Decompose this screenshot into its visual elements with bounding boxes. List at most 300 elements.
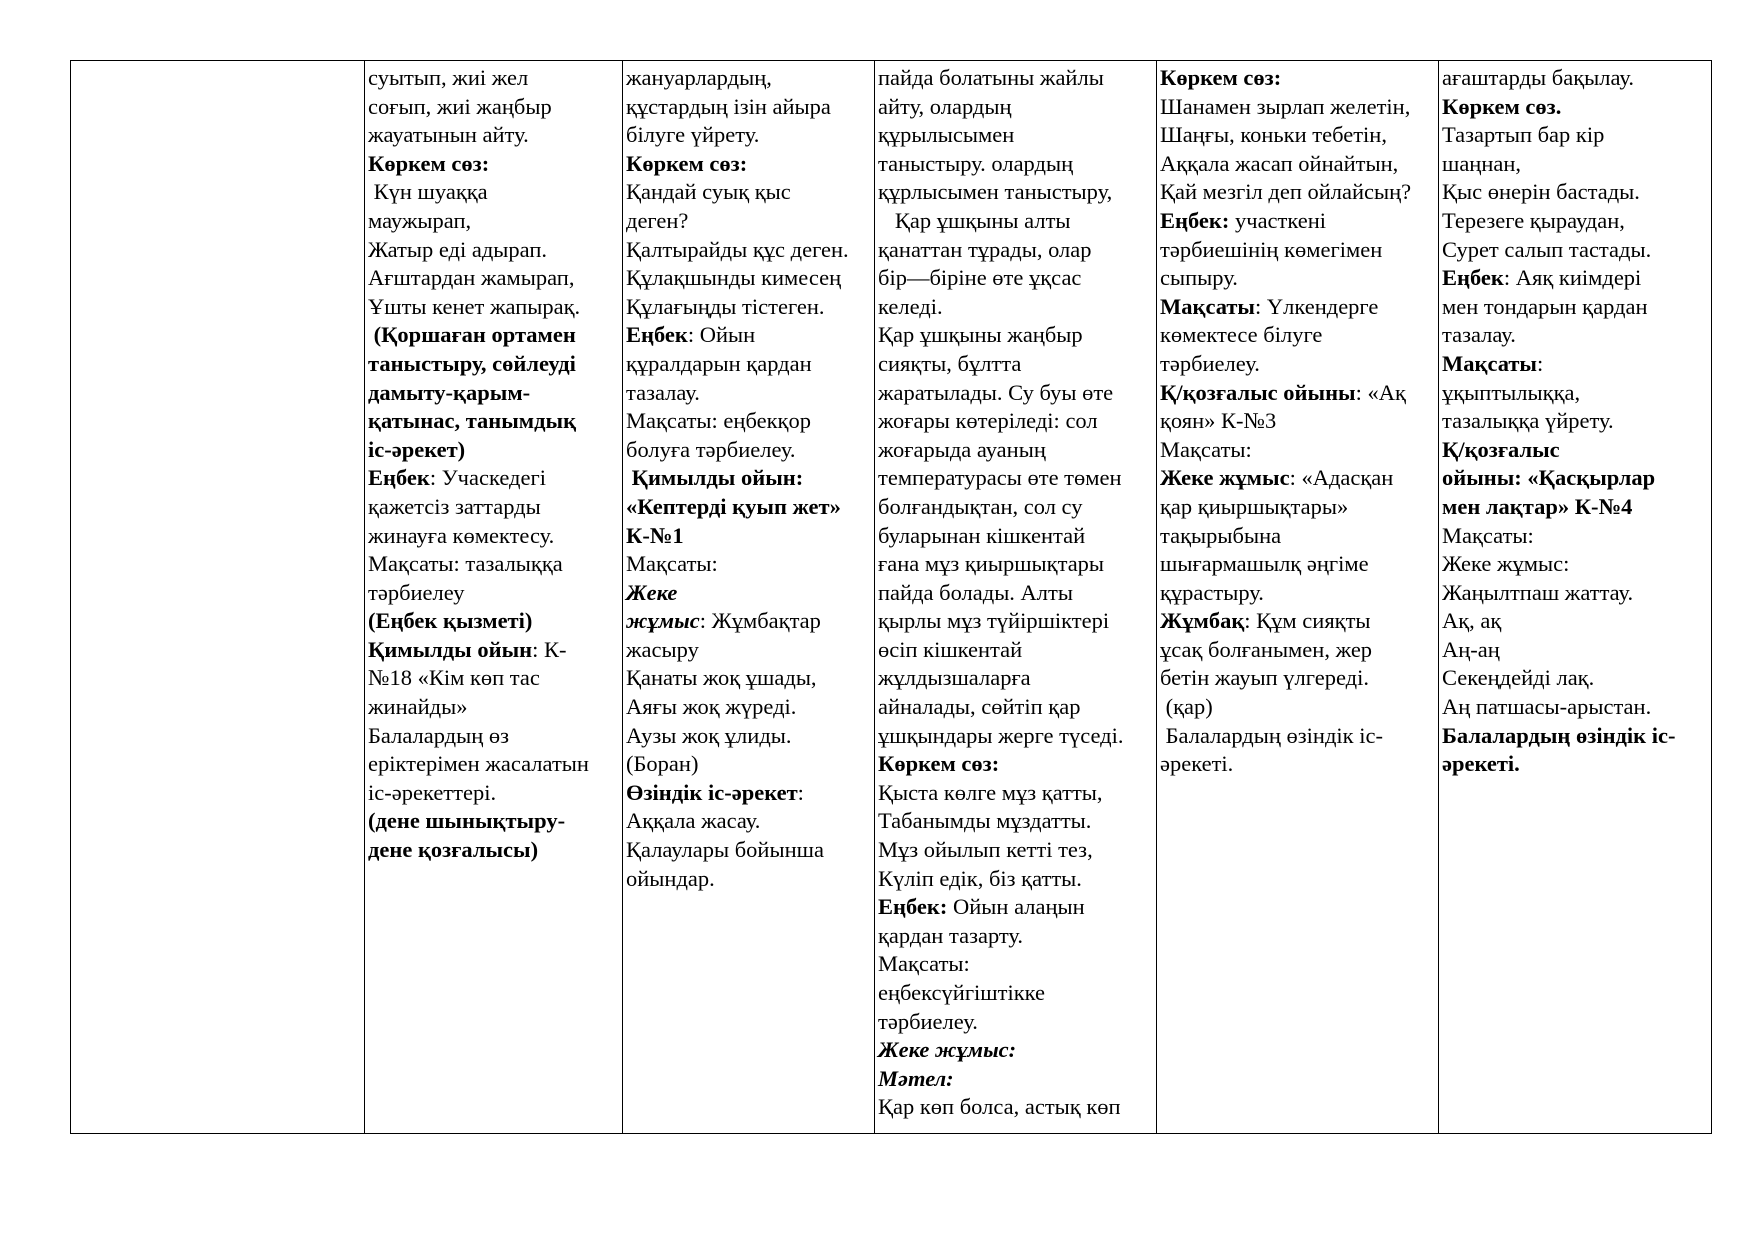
- text-segment: Ағштардан жамырап,: [368, 265, 575, 291]
- text-line: [1160, 750, 1436, 779]
- text-line: [1442, 407, 1709, 436]
- text-line: [368, 779, 620, 808]
- text-segment: жауатынын айту.: [368, 122, 529, 148]
- text-segment: Секеңдейді лақ.: [1442, 665, 1595, 691]
- text-line: [626, 579, 872, 608]
- text-line: [1160, 64, 1436, 93]
- text-segment: еріктерімен жасалатын: [368, 751, 589, 777]
- text-segment: участкені: [1229, 207, 1327, 233]
- text-line: [1160, 579, 1436, 608]
- text-line: [878, 893, 1154, 922]
- text-segment: Жаңылтпаш жаттау.: [1442, 579, 1634, 605]
- text-line: [368, 493, 620, 522]
- text-line: [626, 293, 872, 322]
- text-segment: еңбексүйгіштікке: [878, 980, 1045, 1005]
- text-line: [1442, 207, 1709, 236]
- text-segment: Аққала жасау.: [626, 808, 761, 834]
- text-segment: (қар): [1160, 694, 1213, 720]
- text-line: [626, 178, 872, 207]
- text-segment: Мақсаты:: [878, 951, 970, 977]
- text-segment: жинайды»: [368, 694, 468, 720]
- text-segment: тәрбиелеу: [368, 579, 465, 605]
- bold-text: жұмыс: [626, 608, 700, 634]
- text-segment: сияқты, бұлтта: [878, 350, 1022, 376]
- text-line: [626, 464, 872, 493]
- text-line: [626, 522, 872, 551]
- text-segment: таныстыру. олардың: [878, 150, 1074, 176]
- text-line: [1160, 464, 1436, 493]
- text-segment: :: [1537, 350, 1544, 376]
- text-segment: Сурет салып тастады.: [1442, 236, 1652, 262]
- text-segment: : К-: [532, 636, 567, 662]
- text-segment: сыпыру.: [1160, 265, 1238, 291]
- text-segment: жасыру: [626, 636, 699, 662]
- bold-text: Көркем сөз:: [626, 150, 748, 176]
- text-line: [878, 93, 1154, 122]
- text-line: [626, 207, 872, 236]
- text-segment: : Үлкендерге: [1255, 293, 1379, 319]
- text-segment: №18 «Кім көп тас: [368, 665, 540, 691]
- text-segment: Аузы жоқ ұлиды.: [626, 722, 792, 748]
- text-line: [1160, 664, 1436, 693]
- text-line: [1442, 236, 1709, 265]
- text-line: [1160, 636, 1436, 665]
- text-segment: білуге үйрету.: [626, 122, 760, 148]
- text-line: [878, 464, 1154, 493]
- bold-text: Қимылды ойын:: [626, 465, 804, 491]
- text-segment: Қыс өнерін бастады.: [1442, 179, 1640, 205]
- text-segment: құстардың ізін айыра: [626, 93, 831, 119]
- bold-text: ойыны: «Қасқырлар: [1442, 465, 1656, 491]
- text-line: [626, 750, 872, 779]
- text-line: [1442, 150, 1709, 179]
- text-line: [368, 636, 620, 665]
- text-segment: тақырыбына: [1160, 522, 1282, 548]
- text-line: [878, 836, 1154, 865]
- text-segment: пайда болатыны жайлы: [878, 65, 1104, 90]
- text-segment: соғып, жиі жаңбыр: [368, 93, 552, 119]
- cell-monday: [365, 61, 623, 1134]
- bold-text: Қимылды ойын: [368, 636, 533, 662]
- text-segment: Қар ұшқыны алты: [878, 207, 1071, 233]
- text-segment: ағаштарды бақылау.: [1442, 65, 1634, 90]
- bold-text: Еңбек:: [878, 894, 948, 920]
- text-line: [1160, 321, 1436, 350]
- lesson-plan-table: [70, 60, 1712, 1134]
- text-line: [1160, 379, 1436, 408]
- text-segment: :: [797, 779, 804, 805]
- text-line: [1442, 264, 1709, 293]
- text-segment: Балалардың өзіндік іс-: [1160, 722, 1383, 748]
- text-line: [878, 1036, 1154, 1065]
- text-segment: Табанымды мұздатты.: [878, 808, 1092, 834]
- text-line: [368, 121, 620, 150]
- text-segment: (Боран): [626, 751, 699, 777]
- text-segment: жоғарыда ауаның: [878, 436, 1046, 462]
- text-segment: Қай мезгіл деп ойлайсың?: [1160, 179, 1412, 205]
- text-segment: қанаттан тұрады, олар: [878, 236, 1092, 262]
- text-line: [1160, 178, 1436, 207]
- text-segment: Жеке жұмыс:: [1442, 551, 1570, 577]
- text-line: [1442, 750, 1709, 779]
- text-line: [368, 236, 620, 265]
- text-line: [626, 407, 872, 436]
- text-line: [878, 1093, 1154, 1122]
- text-line: [1160, 522, 1436, 551]
- text-segment: жинауға көмектесу.: [368, 522, 555, 548]
- text-segment: айту, олардың: [878, 93, 1012, 119]
- text-line: [1442, 636, 1709, 665]
- bold-text: Еңбек:: [1160, 207, 1230, 233]
- text-segment: тәрбиешінің көмегімен: [1160, 236, 1383, 262]
- text-line: [878, 693, 1154, 722]
- text-segment: буларынан кішкентай: [878, 522, 1086, 548]
- text-line: [368, 321, 620, 350]
- text-line: [368, 807, 620, 836]
- text-line: [626, 636, 872, 665]
- text-line: [878, 350, 1154, 379]
- bold-text: Өзіндік іс-әрекет: [626, 779, 798, 805]
- text-segment: : «Ақ: [1355, 379, 1406, 405]
- text-line: [368, 836, 620, 865]
- text-line: [878, 522, 1154, 551]
- text-line: [878, 922, 1154, 951]
- text-segment: тазалыққа үйрету.: [1442, 408, 1614, 434]
- text-segment: : Учаскедегі: [429, 465, 546, 491]
- text-line: [368, 350, 620, 379]
- table-row: [71, 61, 1712, 1134]
- text-segment: Қанаты жоқ ұшады,: [626, 665, 817, 691]
- text-line: [626, 379, 872, 408]
- text-line: [626, 236, 872, 265]
- text-segment: Қалтырайды құс деген.: [626, 236, 849, 262]
- text-line: [1442, 722, 1709, 751]
- text-segment: жұлдызшаларға: [878, 665, 1031, 691]
- bold-text: мен лақтар» К-№4: [1442, 493, 1633, 519]
- text-line: [626, 264, 872, 293]
- text-segment: Терезеге қыраудан,: [1442, 207, 1625, 233]
- bold-text: Көркем сөз:: [368, 150, 490, 176]
- bold-text: Жеке жұмыс: [1160, 465, 1290, 491]
- text-segment: : Құм сияқты: [1244, 608, 1371, 634]
- text-line: [368, 93, 620, 122]
- text-segment: ұсақ болғанымен, жер: [1160, 636, 1373, 662]
- text-line: [1160, 93, 1436, 122]
- text-segment: Шаңғы, коньки тебетін,: [1160, 122, 1387, 148]
- text-segment: Қыста көлге мұз қатты,: [878, 779, 1103, 805]
- bold-text: Жұмбақ: [1160, 608, 1245, 634]
- text-segment: тәрбиелеу.: [878, 1008, 978, 1034]
- text-segment: жануарлардың,: [626, 65, 772, 90]
- text-line: [626, 321, 872, 350]
- text-segment: Күн шуаққа: [368, 179, 488, 205]
- text-line: [368, 407, 620, 436]
- text-line: [1160, 693, 1436, 722]
- text-line: [878, 550, 1154, 579]
- text-segment: әрекеті.: [1160, 751, 1234, 777]
- text-segment: : Ойын: [687, 322, 756, 348]
- text-line: [878, 807, 1154, 836]
- text-segment: Аяғы жоқ жүреді.: [626, 694, 797, 720]
- text-segment: болғандықтан, сол су: [878, 493, 1083, 519]
- text-segment: тәрбиелеу.: [1160, 350, 1260, 376]
- text-line: [626, 722, 872, 751]
- text-segment: бір—біріне өте ұқсас: [878, 265, 1082, 291]
- text-segment: Ойын алаңын: [947, 894, 1085, 920]
- text-line: [1442, 464, 1709, 493]
- text-segment: Құлақшынды кимесең: [626, 265, 842, 291]
- bold-text: қатынас, танымдық: [368, 408, 577, 434]
- text-line: [368, 664, 620, 693]
- bold-text: «Кептерді қуып жет»: [626, 493, 841, 519]
- text-segment: іс-әрекеттері.: [368, 779, 497, 805]
- text-segment: Мақсаты: тазалыққа: [368, 551, 563, 577]
- text-line: [626, 693, 872, 722]
- text-line: [626, 607, 872, 636]
- text-segment: шаңнан,: [1442, 150, 1522, 176]
- text-line: [368, 379, 620, 408]
- text-line: [368, 607, 620, 636]
- text-segment: Мақсаты:: [1160, 436, 1252, 462]
- text-segment: Мақсаты:: [1442, 522, 1534, 548]
- text-segment: Ұшты кенет жапырақ.: [368, 293, 581, 319]
- text-segment: : «Адасқан: [1289, 465, 1394, 491]
- text-line: [626, 807, 872, 836]
- bold-text: әрекеті.: [1442, 751, 1520, 777]
- cell-friday: [1439, 61, 1712, 1134]
- text-line: [878, 321, 1154, 350]
- text-line: [1160, 722, 1436, 751]
- text-line: [1160, 407, 1436, 436]
- cell-tuesday: [623, 61, 875, 1134]
- text-line: [878, 1008, 1154, 1037]
- text-line: [1160, 607, 1436, 636]
- text-segment: деген?: [626, 207, 689, 233]
- text-segment: қырлы мұз түйіршіктері: [878, 608, 1110, 634]
- bold-text: Еңбек: [368, 465, 430, 491]
- text-line: [368, 722, 620, 751]
- text-segment: пайда болады. Алты: [878, 579, 1073, 605]
- text-segment: : Жұмбақтар: [699, 608, 821, 634]
- bold-text: таныстыру, сөйлеуді: [368, 350, 576, 376]
- text-segment: Аң-аң: [1442, 636, 1500, 662]
- text-line: [1160, 493, 1436, 522]
- text-segment: қардан тазарту.: [878, 922, 1024, 948]
- text-line: [878, 64, 1154, 93]
- text-segment: шығармашылқ әңгіме: [1160, 551, 1369, 577]
- text-segment: құралдарын қардан: [626, 350, 812, 376]
- text-line: [626, 350, 872, 379]
- text-line: [878, 750, 1154, 779]
- bold-text: Көркем сөз.: [1442, 93, 1562, 119]
- text-segment: Ақ, ақ: [1442, 608, 1502, 634]
- text-line: [878, 121, 1154, 150]
- text-segment: ойындар.: [626, 865, 715, 891]
- text-line: [1442, 436, 1709, 465]
- text-segment: құрылысымен: [878, 122, 1015, 148]
- bold-text: Көркем сөз:: [878, 751, 1000, 777]
- bold-text: Мәтел:: [878, 1065, 954, 1091]
- text-line: [1160, 236, 1436, 265]
- text-line: [368, 436, 620, 465]
- text-line: [368, 150, 620, 179]
- text-segment: Аққала жасап ойнайтын,: [1160, 150, 1399, 176]
- text-segment: құрлысымен таныстыру,: [878, 179, 1113, 205]
- bold-text: Еңбек: [626, 322, 688, 348]
- text-segment: жаратылады. Су буы өте: [878, 379, 1114, 405]
- cell-empty: [71, 61, 365, 1134]
- text-segment: көмектесе білуге: [1160, 322, 1323, 348]
- text-line: [878, 407, 1154, 436]
- text-line: [626, 836, 872, 865]
- text-segment: жоғары көтеріледі: сол: [878, 408, 1098, 434]
- text-line: [368, 293, 620, 322]
- text-segment: айналады, сөйтіп қар: [878, 694, 1081, 720]
- bold-text: Жеке: [626, 579, 678, 605]
- text-line: [368, 550, 620, 579]
- text-segment: тазалау.: [626, 379, 700, 405]
- text-line: [626, 779, 872, 808]
- text-segment: Мұз ойылып кетті тез,: [878, 837, 1093, 863]
- text-line: [368, 264, 620, 293]
- text-segment: тазалау.: [1442, 322, 1516, 348]
- text-line: [878, 178, 1154, 207]
- text-segment: қажетсіз заттарды: [368, 493, 541, 519]
- text-line: [626, 93, 872, 122]
- text-line: [368, 464, 620, 493]
- text-segment: Құлағыңды тістеген.: [626, 293, 825, 319]
- text-segment: Жатыр еді адырап.: [368, 236, 548, 262]
- text-line: [368, 693, 620, 722]
- text-segment: Қалаулары бойынша: [626, 837, 824, 863]
- text-segment: құрастыру.: [1160, 579, 1264, 605]
- bold-text: (Еңбек қызметі): [368, 608, 533, 634]
- bold-text: Балалардың өзіндік іс-: [1442, 722, 1676, 748]
- text-segment: Қандай суық қыс: [626, 179, 791, 205]
- text-line: [878, 236, 1154, 265]
- text-line: [1160, 293, 1436, 322]
- text-segment: : Аяқ киімдері: [1503, 265, 1642, 291]
- text-line: [368, 178, 620, 207]
- bold-text: Мақсаты: [1160, 293, 1255, 319]
- text-line: [368, 750, 620, 779]
- text-line: [1442, 64, 1709, 93]
- text-segment: қар қиыршықтары»: [1160, 493, 1349, 519]
- text-line: [878, 779, 1154, 808]
- text-segment: Аң патшасы-арыстан.: [1442, 694, 1652, 720]
- bold-text: Көркем сөз:: [1160, 65, 1282, 90]
- text-segment: бетін жауып үлгереді.: [1160, 665, 1369, 691]
- bold-text: (дене шынықтыру-: [368, 808, 566, 834]
- text-line: [878, 722, 1154, 751]
- text-line: [878, 207, 1154, 236]
- text-line: [878, 636, 1154, 665]
- text-segment: ұқыптылыққа,: [1442, 379, 1581, 405]
- text-segment: өсіп кішкентай: [878, 636, 1023, 662]
- text-line: [368, 64, 620, 93]
- text-line: [1160, 207, 1436, 236]
- text-line: [1442, 321, 1709, 350]
- bold-text: Жеке жұмыс:: [878, 1037, 1017, 1063]
- text-line: [878, 150, 1154, 179]
- text-line: [878, 1065, 1154, 1094]
- bold-text: іс-әрекет): [368, 436, 466, 462]
- text-line: [626, 865, 872, 894]
- text-line: [1160, 150, 1436, 179]
- text-line: [878, 865, 1154, 894]
- text-segment: температурасы өте төмен: [878, 465, 1122, 491]
- text-line: [1442, 350, 1709, 379]
- text-segment: суытып, жиі жел: [368, 65, 529, 90]
- text-line: [878, 950, 1154, 979]
- text-line: [1442, 579, 1709, 608]
- text-segment: келеді.: [878, 293, 943, 319]
- text-segment: Күліп едік, біз қатты.: [878, 865, 1082, 891]
- text-line: [626, 150, 872, 179]
- text-line: [1442, 93, 1709, 122]
- text-segment: мен тондарын қардан: [1442, 293, 1648, 319]
- text-line: [626, 121, 872, 150]
- text-line: [368, 207, 620, 236]
- text-line: [368, 579, 620, 608]
- text-segment: Қар көп болса, астық көп: [878, 1094, 1121, 1120]
- text-line: [1442, 493, 1709, 522]
- text-line: [1160, 350, 1436, 379]
- text-line: [626, 664, 872, 693]
- text-line: [1442, 379, 1709, 408]
- bold-text: Қ/қозғалыс: [1442, 436, 1560, 462]
- text-line: [878, 579, 1154, 608]
- bold-text: Еңбек: [1442, 265, 1504, 291]
- text-line: [878, 379, 1154, 408]
- text-line: [1442, 693, 1709, 722]
- text-line: [878, 607, 1154, 636]
- text-line: [878, 493, 1154, 522]
- bold-text: дене қозғалысы): [368, 837, 539, 863]
- text-segment: Тазартып бар кір: [1442, 122, 1605, 148]
- text-line: [626, 550, 872, 579]
- text-line: [1442, 664, 1709, 693]
- cell-thursday: [1157, 61, 1439, 1134]
- text-segment: Қар ұшқыны жаңбыр: [878, 322, 1083, 348]
- text-line: [878, 293, 1154, 322]
- bold-text: К-№1: [626, 522, 684, 548]
- text-segment: ұшқындары жерге түседі.: [878, 722, 1124, 748]
- text-line: [878, 664, 1154, 693]
- text-line: [626, 64, 872, 93]
- text-line: [1160, 264, 1436, 293]
- text-line: [878, 436, 1154, 465]
- text-line: [1442, 178, 1709, 207]
- text-segment: Шанамен зырлап желетін,: [1160, 93, 1411, 119]
- text-segment: ғана мұз қиыршықтары: [878, 551, 1105, 577]
- text-line: [878, 979, 1154, 1008]
- text-line: [1442, 121, 1709, 150]
- text-line: [368, 522, 620, 551]
- text-line: [1160, 121, 1436, 150]
- text-segment: болуға тәрбиелеу.: [626, 436, 796, 462]
- text-segment: Мақсаты: еңбекқор: [626, 408, 811, 434]
- text-line: [1442, 522, 1709, 551]
- text-line: [626, 493, 872, 522]
- cell-wednesday: [875, 61, 1157, 1134]
- text-line: [1160, 550, 1436, 579]
- text-segment: маужырап,: [368, 207, 472, 233]
- bold-text: Қ/қозғалыс ойыны: [1160, 379, 1356, 405]
- bold-text: (Қоршаған ортамен: [368, 322, 576, 348]
- bold-text: Мақсаты: [1442, 350, 1537, 376]
- text-line: [1442, 607, 1709, 636]
